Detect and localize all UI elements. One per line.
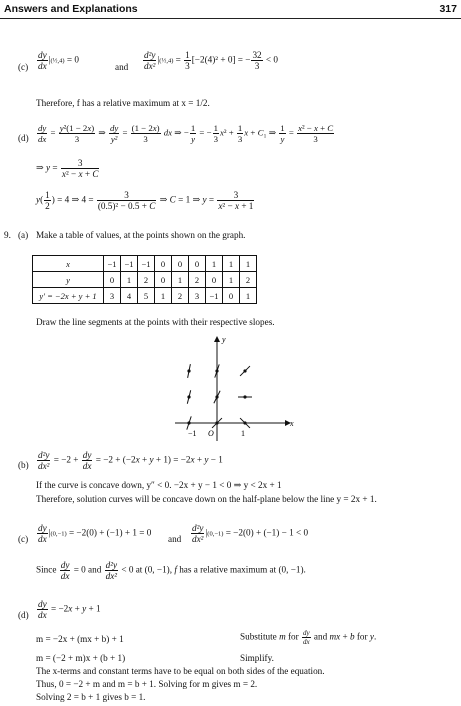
x-axis-label: x xyxy=(290,419,294,428)
table-cell: 1 xyxy=(223,256,240,272)
part-c-eq1: $\frac{dy}{dx}$ |(0,−1) = −2(0) + (−1) + 1 = 0 xyxy=(38,523,152,544)
part-d-eq2: m = −2x + (mx + b) + 1 xyxy=(36,634,124,644)
part-d1-line3: y( $\frac{1}{2}$ ) = 4 ⇒ 4 = $\frac{3}{\text{(0.5)² − 0.5 + C}}$ ⇒ C = 1 ⇒ y = $\frac{3}{\text{x² − x + 1}}$ xyxy=(36,190,254,211)
table-cell: −1 xyxy=(104,256,121,272)
problem-number: 9. xyxy=(4,230,11,240)
slope-point-4 xyxy=(215,395,218,398)
part-b-eq: $\frac{\text{d²y}}{\text{dx²}}$ = −2 + $\frac{dy}{dx}$ = −2 + (−2x + y + 1) = −2x + y − 1 xyxy=(38,450,223,471)
part-c-and: and xyxy=(168,534,182,544)
slope-point-0 xyxy=(187,421,190,424)
table-cell: −1 xyxy=(138,256,155,272)
table-cell: 0 xyxy=(104,272,121,288)
table-cell: −1 xyxy=(206,288,223,304)
slope-point-2 xyxy=(187,369,190,372)
part-c-eq2: $\frac{\text{d²y}}{\text{dx²}}$ |(0,−1) = −2(0) + (−1) − 1 < 0 xyxy=(192,523,309,544)
part-c1-eq2: $\frac{\text{d²y}}{\text{dx²}}$ |(½,4) = $\frac{1}{3}$ [−2(4)² + 0] = − $\frac{32}{3}$ < 0 xyxy=(144,50,278,71)
table-cell: 1 xyxy=(121,272,138,288)
part-c1-eq1: $\frac{dy}{dx}$ |(½,4) = 0 xyxy=(38,50,79,71)
slope-point-7 xyxy=(243,395,246,398)
table-cell: 4 xyxy=(121,288,138,304)
part-a-text: Make a table of values, at the points shown on the graph. xyxy=(36,230,246,240)
slope-point-5 xyxy=(215,369,218,372)
part-c-line2: Since $\frac{dy}{dx}$ = 0 and $\frac{\text{d²y}}{\text{dx²}}$ < 0 at (0, −1), f has a relative maximum at (0, −1). xyxy=(36,560,306,581)
part-d1-label: (d) xyxy=(18,133,29,143)
origin-label: O xyxy=(208,429,214,438)
slope-point-6 xyxy=(243,421,246,424)
part-c1-and: and xyxy=(115,62,129,72)
page-header xyxy=(0,0,461,19)
table-cell: 5 xyxy=(138,288,155,304)
table-cell: −1 xyxy=(121,256,138,272)
table-cell: 0 xyxy=(155,256,172,272)
part-d-note2: Substitute m for $\frac{dy}{dx}$ and mx + b for y. xyxy=(240,629,377,646)
part-d-line6: Solving 2 = b + 1 gives b = 1. xyxy=(36,692,146,702)
table-cell: 2 xyxy=(189,272,206,288)
table-cell: 1 xyxy=(206,256,223,272)
table-header-y: y xyxy=(33,272,104,288)
part-d-label: (d) xyxy=(18,610,29,620)
table-row xyxy=(33,256,257,272)
table-cell: 3 xyxy=(104,288,121,304)
table-cell: 0 xyxy=(189,256,206,272)
table-row xyxy=(33,272,257,288)
part-c-label: (c) xyxy=(18,534,29,544)
table-cell: 0 xyxy=(172,256,189,272)
slope-point-8 xyxy=(243,369,246,372)
table-cell: 1 xyxy=(155,288,172,304)
tick-label-neg1: −1 xyxy=(188,429,197,438)
part-d-line5: Thus, 0 = −2 + m and m = b + 1. Solving for m gives m = 2. xyxy=(36,679,258,689)
part-d-note3: Simplify. xyxy=(240,653,274,663)
part-b-line2: If the curve is concave down, y″ < 0. −2x + y − 1 < 0 ⇒ y < 2x + 1 xyxy=(36,480,282,490)
table-header-x: x xyxy=(33,256,104,272)
part-c1-conclusion: Therefore, f has a relative maximum at x = 1/2. xyxy=(36,98,210,108)
table-header-slope: y′ = −2x + y + 1 xyxy=(33,288,104,304)
slope-point-1 xyxy=(187,395,190,398)
table-cell: 2 xyxy=(138,272,155,288)
header-title: Answers and Explanations xyxy=(4,3,138,15)
table-cell: 1 xyxy=(240,288,257,304)
table-row xyxy=(33,288,257,304)
part-d-eq1: $\frac{dy}{dx}$ = −2x + y + 1 xyxy=(38,599,101,620)
part-d1-line1: $\frac{dy}{dx}$ = $\frac{\text{y²(1 − 2x)}}{3}$ ⇒ $\frac{dy}{\text{y²}}$ = $\frac{(1 - 2x)}{3}$ dx ⇒ − $\frac{1}{y}$ = − $\frac{1}{3}$ x² + $\frac{1}{3}$ x + C₁ ⇒ $\frac{1}{y}$ = $\frac{\text{x² − x + C}}{3}$ xyxy=(38,123,334,144)
table-cell: 0 xyxy=(223,288,240,304)
y-axis-label: y xyxy=(222,335,226,344)
table-cell: 3 xyxy=(189,288,206,304)
slope-point-3 xyxy=(215,421,218,424)
tick-label-1: 1 xyxy=(241,429,245,438)
part-c1-label: (c) xyxy=(18,62,29,72)
part-d1-line2: ⇒ y = $\frac{3}{\text{x² − x + C}}$ xyxy=(36,158,99,179)
table-cell: 0 xyxy=(155,272,172,288)
table-cell: 2 xyxy=(240,272,257,288)
part-b-label: (b) xyxy=(18,460,29,470)
table-cell: 0 xyxy=(206,272,223,288)
part-a-label: (a) xyxy=(18,230,29,240)
table-cell: 1 xyxy=(172,272,189,288)
page-number: 317 xyxy=(439,3,457,15)
part-d-line4: The x-terms and constant terms have to be equal on both sides of the equation. xyxy=(36,666,325,676)
values-table xyxy=(32,255,257,304)
part-b-line3: Therefore, solution curves will be concave down on the half-plane below the line y = 2x + 1. xyxy=(36,494,377,504)
table-cell: 2 xyxy=(172,288,189,304)
draw-instruction: Draw the line segments at the points with their respective slopes. xyxy=(36,317,275,327)
part-d-eq3: m = (−2 + m)x + (b + 1) xyxy=(36,653,126,663)
slope-field-graph xyxy=(170,333,300,443)
table-cell: 1 xyxy=(223,272,240,288)
table-cell: 1 xyxy=(240,256,257,272)
